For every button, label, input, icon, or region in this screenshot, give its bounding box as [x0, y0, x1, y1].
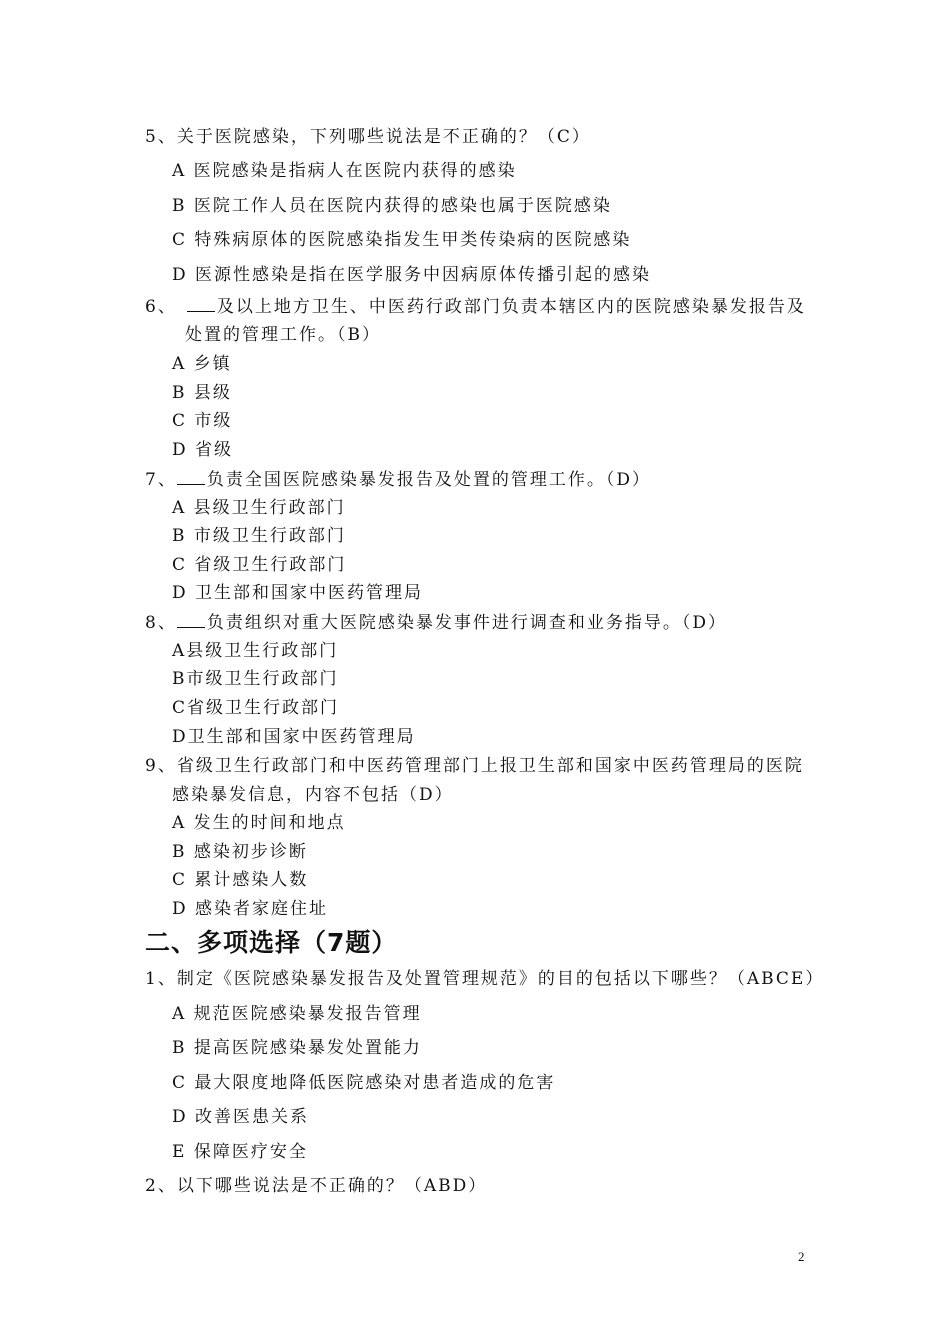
- q9-option-b: B 感染初步诊断: [172, 842, 308, 862]
- q9-stem-line2: 感染暴发信息，内容不包括（D）: [172, 785, 454, 805]
- q7-blank: [177, 468, 205, 485]
- q6-option-a: A 乡镇: [172, 354, 232, 374]
- q8-stem: [145, 611, 727, 634]
- q6-stem-line1: [145, 295, 806, 318]
- q7-option-c: C 省级卫生行政部门: [172, 555, 347, 575]
- q7-option-d: D 卫生部和国家中医药管理局: [172, 583, 424, 603]
- q7-option-b: B 市级卫生行政部门: [172, 526, 346, 546]
- q8-option-d: D卫生部和国家中医药管理局: [172, 727, 416, 747]
- mc-q1-stem: 1、制定《医院感染暴发报告及处置管理规范》的目的包括以下哪些？（ABCE）: [145, 969, 825, 989]
- q6-option-d: D 省级: [172, 440, 234, 460]
- q8-option-b: B市级卫生行政部门: [172, 669, 339, 689]
- q6-option-b: B 县级: [172, 383, 232, 403]
- q9-option-a: A 发生的时间和地点: [172, 813, 346, 833]
- mc-q1-option-c: C 最大限度地降低医院感染对患者造成的危害: [172, 1073, 556, 1093]
- q8-option-c: C省级卫生行政部门: [172, 698, 340, 718]
- q6-blank: [187, 295, 215, 312]
- q7-stem-text: 负责全国医院感染暴发报告及处置的管理工作。（D）: [206, 470, 651, 490]
- q8-option-a: A县级卫生行政部门: [172, 641, 339, 661]
- q6-stem-text: 及以上地方卫生、中医药行政部门负责本辖区内的医院感染暴发报告及: [216, 297, 806, 317]
- mc-q1-option-a: A 规范医院感染暴发报告管理: [172, 1004, 422, 1024]
- q5-option-c: C 特殊病原体的医院感染指发生甲类传染病的医院感染: [172, 230, 632, 250]
- q9-option-c: C 累计感染人数: [172, 870, 309, 890]
- q5-stem: 5、关于医院感染，下列哪些说法是不正确的？（C）: [145, 127, 591, 147]
- q5-option-d: D 医源性感染是指在医学服务中因病原体传播引起的感染: [172, 265, 652, 285]
- section-heading-multiple-choice: 二、多项选择（7题）: [145, 928, 398, 957]
- q8-number: 8、: [145, 613, 177, 633]
- q6-option-c: C 市级: [172, 411, 233, 431]
- q7-option-a: A 县级卫生行政部门: [172, 498, 346, 518]
- q8-blank: [177, 611, 205, 628]
- mc-q1-option-d: D 改善医患关系: [172, 1107, 310, 1127]
- q7-number: 7、: [145, 470, 177, 490]
- q5-option-b: B 医院工作人员在医院内获得的感染也属于医院感染: [172, 196, 612, 216]
- q6-stem-line2: 处置的管理工作。（B）: [185, 325, 381, 345]
- q7-stem: [145, 468, 651, 491]
- mc-q1-option-e: E 保障医疗安全: [172, 1142, 308, 1162]
- mc-q2-stem: 2、以下哪些说法是不正确的？（ABD）: [145, 1176, 488, 1196]
- q8-stem-text: 负责组织对重大医院感染暴发事件进行调查和业务指导。（D）: [206, 613, 727, 633]
- q5-option-a: A 医院感染是指病人在医院内获得的感染: [172, 161, 517, 181]
- page-number: 2: [798, 1249, 805, 1264]
- q6-number: 6、: [145, 297, 177, 317]
- q9-stem-line1: 9、省级卫生行政部门和中医药管理部门上报卫生部和国家中医药管理局的医院: [145, 756, 804, 776]
- mc-q1-option-b: B 提高医院感染暴发处置能力: [172, 1038, 422, 1058]
- q9-option-d: D 感染者家庭住址: [172, 899, 329, 919]
